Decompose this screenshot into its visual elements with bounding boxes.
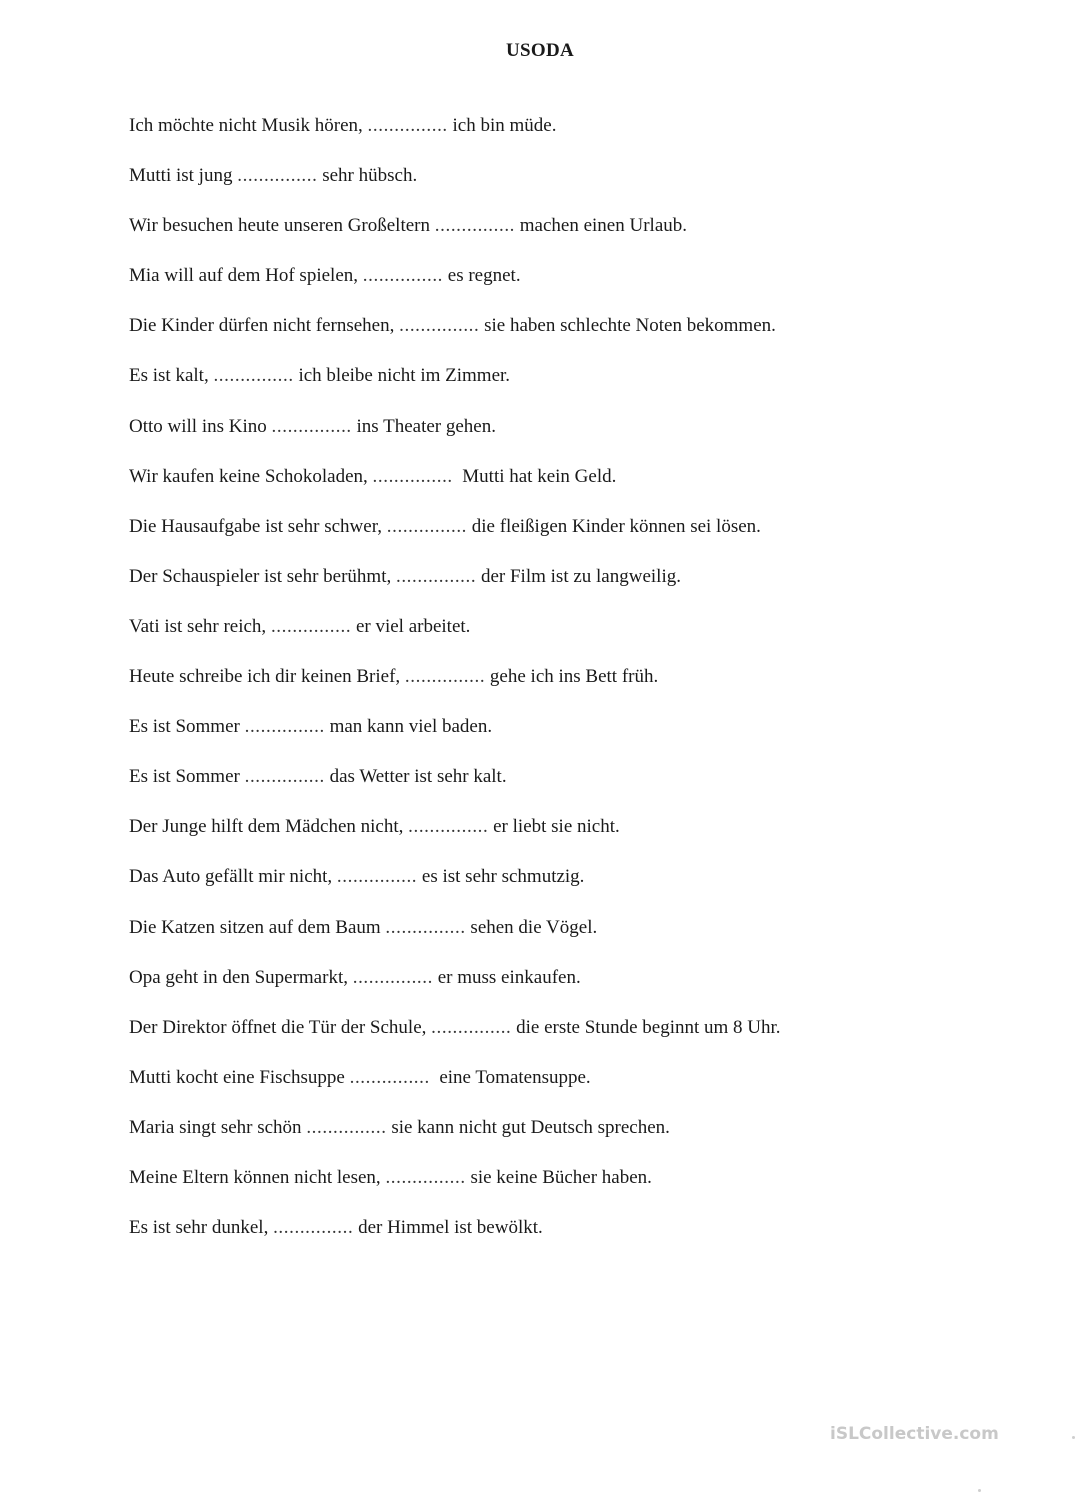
fill-in-blank[interactable]: ...............	[385, 916, 466, 938]
exercise-sentence	[129, 1015, 781, 1065]
sentence-start: Vati ist sehr reich,	[129, 615, 271, 637]
exercise-sentence	[129, 664, 781, 714]
fill-in-blank[interactable]: ...............	[306, 1116, 387, 1138]
sentence-end: das Wetter ist sehr kalt.	[324, 766, 507, 788]
fill-in-blank[interactable]: ...............	[352, 966, 433, 988]
exercise-sentence	[129, 464, 781, 514]
sentence-start: Opa geht in den Supermarkt,	[129, 966, 353, 988]
sentence-start: Ich möchte nicht Musik hören,	[129, 115, 368, 136]
sentence-end: man kann viel baden.	[324, 716, 493, 738]
fill-in-blank[interactable]: ...............	[385, 1166, 466, 1188]
exercise-sentence	[129, 1215, 781, 1265]
sentence-start: Der Direktor öffnet die Tür der Schule,	[129, 1016, 432, 1038]
fill-in-blank[interactable]: ...............	[362, 265, 444, 287]
exercise-sentence	[129, 1115, 781, 1165]
sentence-start: Maria singt sehr schön	[129, 1116, 307, 1138]
sentence-start: Das Auto gefällt mir nicht,	[129, 866, 337, 888]
sentence-start: Wir besuchen heute unseren Großeltern	[129, 215, 435, 237]
sentence-start: Die Katzen sitzen auf dem Baum	[129, 916, 386, 938]
fill-in-blank[interactable]: ...............	[399, 315, 480, 337]
decorative-dot	[1072, 1436, 1075, 1439]
fill-in-blank[interactable]: ...............	[336, 866, 418, 888]
sentence-end: Mutti hat kein Geld.	[452, 465, 617, 487]
exercise-sentence	[129, 864, 781, 914]
sentence-start: Die Kinder dürfen nicht fernsehen,	[129, 315, 400, 337]
sentence-end: er viel arbeitet.	[351, 615, 471, 637]
sentence-end: gehe ich ins Bett früh.	[485, 666, 659, 688]
sentence-start: Meine Eltern können nicht lesen,	[129, 1166, 386, 1188]
exercise-sentence	[129, 263, 781, 313]
worksheet-title: USODA	[505, 40, 574, 61]
sentence-start: Es ist Sommer	[129, 716, 245, 738]
sentence-start: Otto will ins Kino	[129, 415, 272, 437]
sentence-end: der Himmel ist bewölkt.	[353, 1217, 543, 1239]
sentence-end: es ist sehr schmutzig.	[417, 866, 585, 888]
exercise-sentence	[129, 514, 781, 564]
sentence-start: Mutti ist jung	[129, 165, 238, 187]
sentence-end: sehen die Vögel.	[465, 916, 598, 938]
exercise-sentence	[129, 113, 781, 163]
fill-in-blank[interactable]: ...............	[372, 465, 453, 487]
fill-in-blank[interactable]: ...............	[213, 365, 294, 387]
watermark: iSLCollective.com	[830, 1424, 999, 1444]
fill-in-blank[interactable]: ...............	[244, 716, 325, 738]
fill-in-blank[interactable]: ...............	[271, 415, 352, 437]
sentence-start: Mia will auf dem Hof spielen,	[129, 265, 363, 287]
exercise-sentence	[129, 915, 781, 965]
sentence-start: Mutti kocht eine Fischsuppe	[129, 1066, 350, 1088]
fill-in-blank[interactable]: ...............	[367, 115, 448, 136]
exercise-sentence	[129, 1165, 781, 1215]
sentence-start: Wir kaufen keine Schokoladen,	[129, 465, 373, 487]
exercise-sentence	[129, 313, 781, 363]
fill-in-blank[interactable]: ...............	[434, 215, 516, 237]
exercise-sentence	[129, 414, 781, 464]
sentence-end: sie keine Bücher haben.	[465, 1166, 652, 1188]
fill-in-blank[interactable]: ...............	[408, 816, 489, 838]
fill-in-blank[interactable]: ...............	[431, 1016, 512, 1038]
sentence-end: die erste Stunde beginnt um 8 Uhr.	[511, 1016, 781, 1038]
sentence-start: Die Hausaufgabe ist sehr schwer,	[129, 515, 387, 537]
sentence-end: er liebt sie nicht.	[488, 816, 620, 838]
sentence-end: der Film ist zu langweilig.	[476, 565, 681, 587]
fill-in-blank[interactable]: ...............	[244, 766, 325, 788]
sentence-end: sehr hübsch.	[317, 165, 418, 187]
sentence-start: Es ist kalt,	[129, 365, 214, 387]
sentence-end: es regnet.	[443, 265, 521, 287]
exercise-sentence	[129, 564, 781, 614]
exercise-sentence	[129, 163, 781, 213]
exercise-sentence	[129, 1065, 781, 1115]
sentence-start: Der Junge hilft dem Mädchen nicht,	[129, 816, 409, 838]
sentence-end: ins Theater gehen.	[351, 415, 496, 437]
sentence-start: Es ist Sommer	[129, 766, 245, 788]
fill-in-blank[interactable]: ...............	[237, 165, 318, 187]
fill-in-blank[interactable]: ...............	[349, 1066, 430, 1088]
exercise-sentence	[129, 814, 781, 864]
exercise-sentence	[129, 965, 781, 1015]
sentence-end: sie haben schlechte Noten bekommen.	[479, 315, 776, 337]
decorative-dot	[978, 1489, 981, 1492]
sentence-start: Der Schauspieler ist sehr berühmt,	[129, 565, 396, 587]
exercise-sentence	[129, 764, 781, 814]
sentence-end: ich bleibe nicht im Zimmer.	[293, 365, 511, 387]
sentence-end: sie kann nicht gut Deutsch sprechen.	[386, 1116, 670, 1138]
exercise-sentence	[129, 614, 781, 664]
sentence-end: er muss einkaufen.	[432, 966, 581, 988]
fill-in-blank[interactable]: ...............	[386, 515, 468, 537]
sentence-end: ich bin müde.	[447, 115, 557, 136]
fill-in-blank[interactable]: ...............	[273, 1217, 354, 1239]
exercise-sentence	[129, 213, 781, 263]
fill-in-blank[interactable]: ...............	[404, 666, 486, 688]
sentence-list	[129, 113, 781, 1265]
exercise-sentence	[129, 363, 781, 413]
sentence-end: die fleißigen Kinder können sei lösen.	[467, 515, 761, 537]
exercise-sentence	[129, 714, 781, 764]
fill-in-blank[interactable]: ...............	[395, 565, 477, 587]
sentence-start: Es ist sehr dunkel,	[129, 1217, 274, 1239]
sentence-end: machen einen Urlaub.	[515, 215, 687, 237]
fill-in-blank[interactable]: ...............	[270, 615, 352, 637]
sentence-end: eine Tomatensuppe.	[429, 1066, 591, 1088]
sentence-start: Heute schreibe ich dir keinen Brief,	[129, 666, 405, 688]
